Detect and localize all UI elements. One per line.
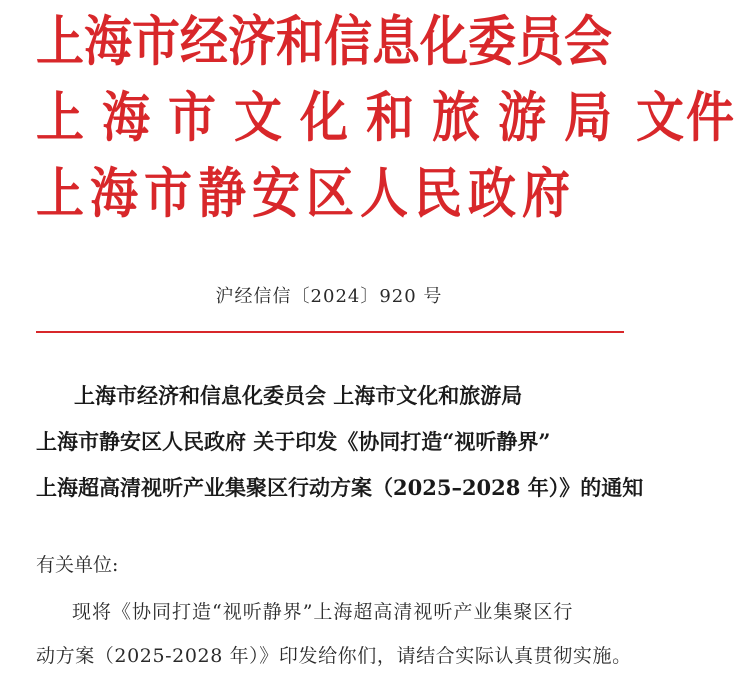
title-line-2: 上海市静安区人民政府 关于印发《协同打造“视听静界” [36,429,551,454]
title-line-1: 上海市经济和信息化委员会 上海市文化和旅游局 [74,383,523,408]
title-line-3: 上海超高清视听产业集聚区行动方案（2025–2028 年）》的通知 [36,475,644,500]
masthead-line-1: 上海市经济和信息化委员会 [36,10,613,74]
masthead-line-2 [36,82,736,154]
body-paragraph-line-1: 现将《协同打造“视听静界”上海超高清视听产业集聚区行 [72,601,574,623]
masthead-document-label: 文件 [636,86,736,150]
salutation: 有关单位: [36,554,119,576]
red-separator-line [36,331,624,333]
masthead-line-2-issuers: 上海市文化和旅游局 [36,86,631,150]
document-number: 沪经信信〔2024〕920 号 [215,286,443,307]
masthead-line-3: 上海市静安区人民政府 [36,162,577,226]
body-paragraph-line-2: 动方案（2025-2028 年）》印发给你们，请结合实际认真贯彻实施。 [36,645,632,667]
